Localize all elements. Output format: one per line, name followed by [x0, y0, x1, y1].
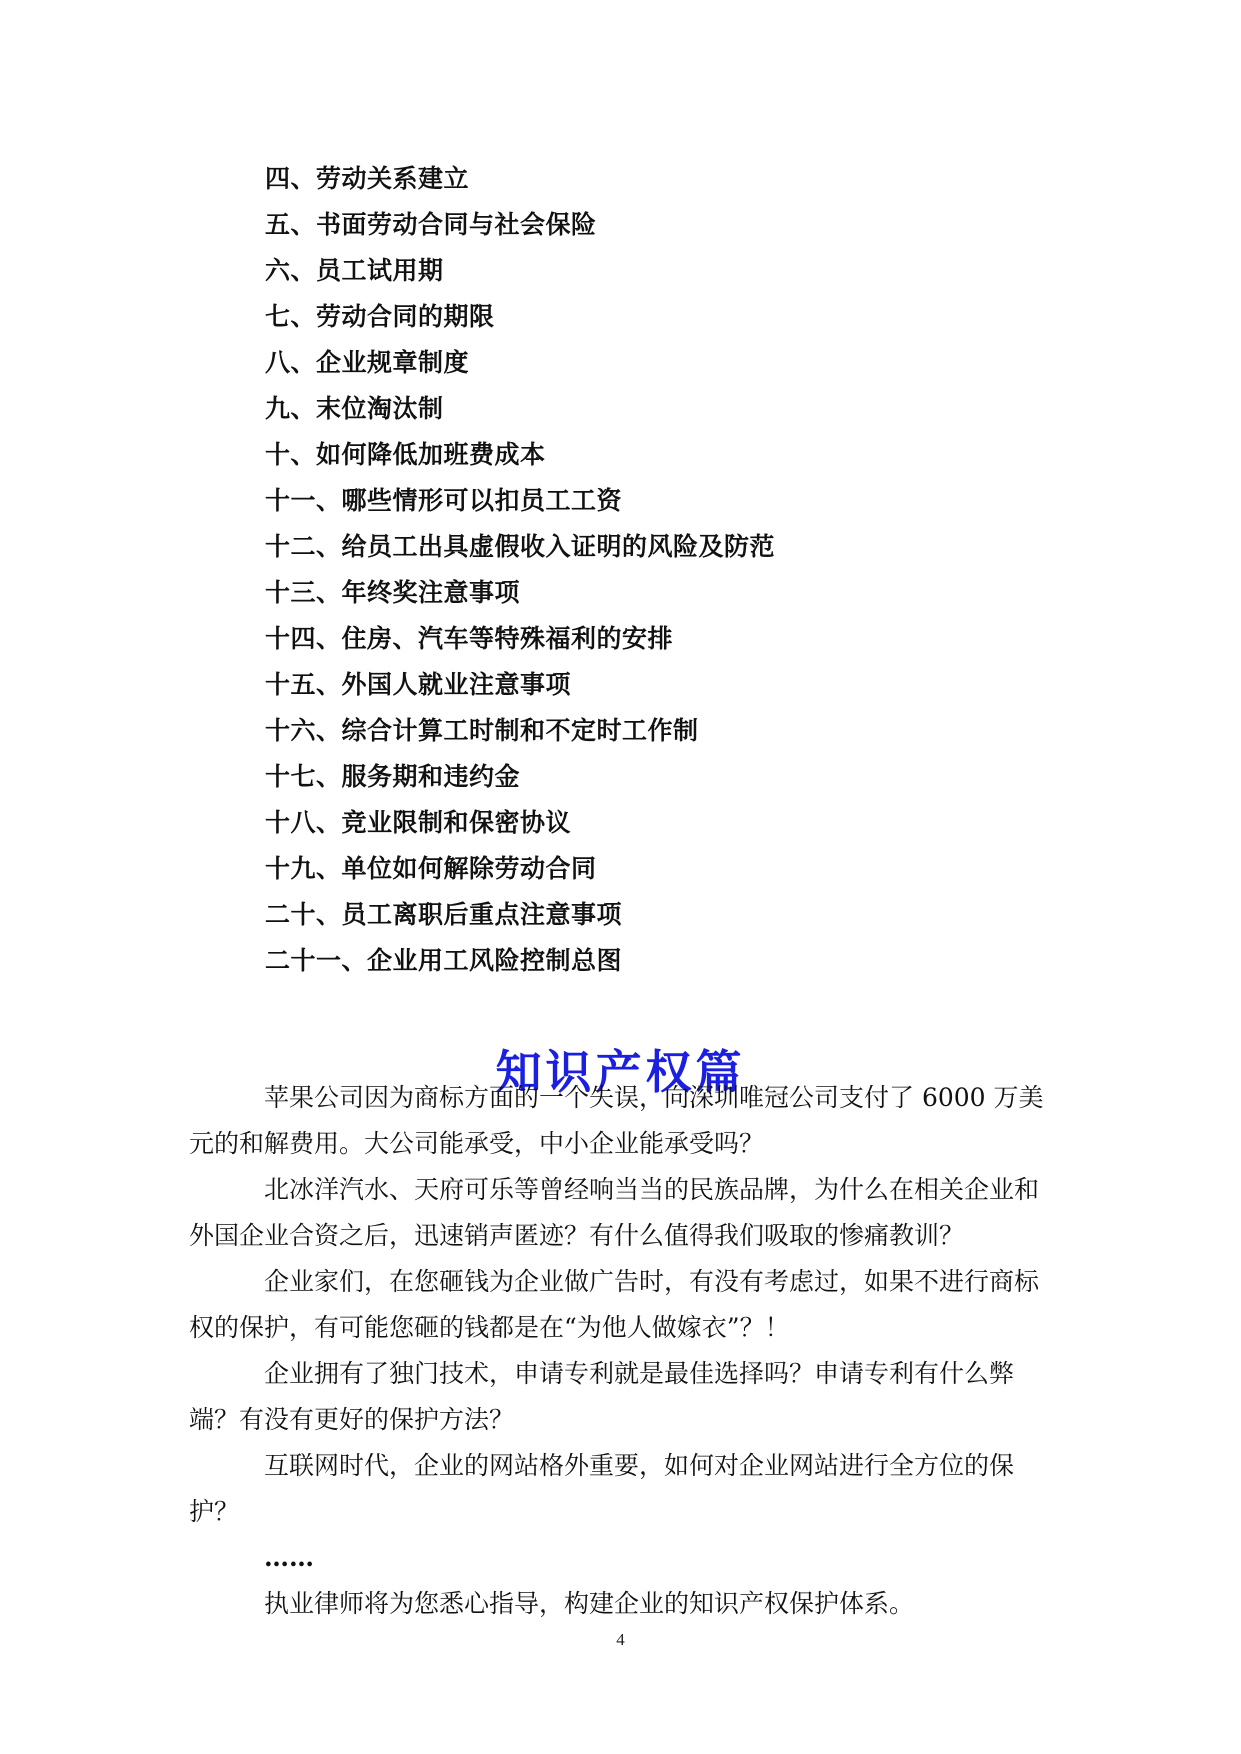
- paragraph: 北冰洋汽水、天府可乐等曾经响当当的民族品牌，为什么在相关企业和外国企业合资之后，迅速销声匿迹？有什么值得我们吸取的惨痛教训？: [189, 1175, 1040, 1250]
- paragraph: 互联网时代，企业的网站格外重要，如何对企业网站进行全方位的保护？: [189, 1451, 1015, 1526]
- toc-item: 十一、哪些情形可以扣员工工资: [265, 486, 623, 515]
- paragraph: 企业家们，在您砸钱为企业做广告时，有没有考虑过，如果不进行商标权的保护，有可能您砸的钱都是在“为他人做嫁衣”？！: [189, 1267, 1040, 1342]
- toc-item: 七、劳动合同的期限: [265, 302, 495, 331]
- toc-item: 十七、服务期和违约金: [265, 762, 521, 791]
- paragraph: 执业律师将为您悉心指导，构建企业的知识产权保护体系。: [264, 1589, 915, 1618]
- toc-item: 十八、竞业限制和保密协议: [265, 808, 572, 837]
- page-number: 4: [616, 1630, 625, 1649]
- toc-item: 十四、住房、汽车等特殊福利的安排: [265, 624, 674, 653]
- toc-item: 十三、年终奖注意事项: [265, 578, 521, 607]
- toc-item: 六、员工试用期: [265, 256, 444, 285]
- toc-item: 十五、外国人就业注意事项: [265, 670, 572, 699]
- section-body: [189, 1075, 1059, 1627]
- toc-item: 二十、员工离职后重点注意事项: [265, 900, 623, 929]
- ellipsis-line: ……: [264, 1543, 314, 1572]
- toc-item: 五、书面劳动合同与社会保险: [265, 210, 597, 239]
- toc-item: 四、劳动关系建立: [265, 164, 470, 193]
- toc-item: 十六、综合计算工时制和不定时工作制: [265, 716, 699, 745]
- paragraph: 苹果公司因为商标方面的一个失误，向深圳唯冠公司支付了 6000 万美元的和解费用。大公司能承受，中小企业能承受吗？: [189, 1083, 1044, 1158]
- toc-item: 八、企业规章制度: [265, 348, 470, 377]
- toc-item: 九、末位淘汰制: [265, 394, 444, 423]
- paragraph: 企业拥有了独门技术，申请专利就是最佳选择吗？申请专利有什么弊端？有没有更好的保护方法？: [189, 1359, 1015, 1434]
- toc-item: 十、如何降低加班费成本: [265, 440, 546, 469]
- section-title: 知识产权篇: [495, 1044, 746, 1099]
- toc-item: 十九、单位如何解除劳动合同: [265, 854, 597, 883]
- table-of-contents: [265, 156, 1165, 984]
- toc-item: 二十一、企业用工风险控制总图: [265, 946, 623, 975]
- toc-item: 十二、给员工出具虚假收入证明的风险及防范: [265, 532, 776, 561]
